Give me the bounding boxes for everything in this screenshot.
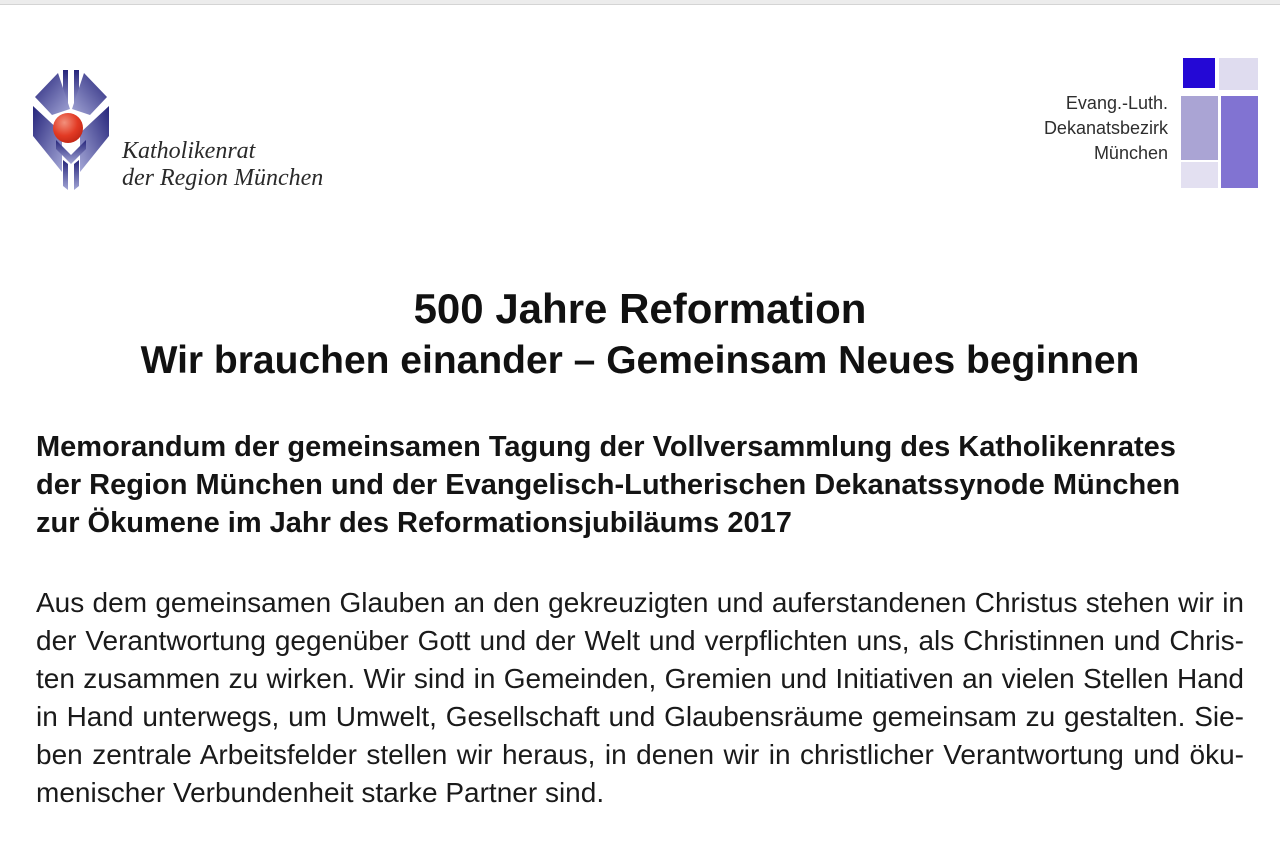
dekanat-line-1: Evang.-Luth. [1065, 93, 1168, 113]
dekanat-line-2: Dekanatsbezirk [1043, 118, 1168, 138]
mosaic-pale-square [1181, 162, 1218, 188]
katholikenrat-line-2: der Region München [122, 165, 324, 191]
memorandum-line: der Region München und der Evangelisch-Lutherischen Dekanatssynode München [36, 469, 1181, 501]
memorandum-heading [36, 428, 1244, 542]
katholikenrat-logo-icon [30, 68, 112, 192]
scan-edge-strip [0, 0, 1280, 5]
body-line: menischer Verbundenheit starke Partner sind. [36, 777, 605, 808]
mosaic-blue-square [1183, 58, 1215, 88]
mosaic-purple-rect [1221, 96, 1258, 188]
mosaic-mid-rect [1181, 96, 1218, 160]
mosaic-light-square [1219, 58, 1258, 90]
memorandum-line: Memorandum der gemeinsamen Tagung der Vollversammlung des Katholikenrates [36, 431, 1176, 463]
logo-bottom-bar-left [63, 160, 68, 190]
body-line: ten zusammen zu wirken. Wir sind in Gemeinden, Gremien und Initiativen an vielen Stellen Hand [36, 663, 1244, 694]
logo-chevron-lower-right [80, 106, 109, 172]
body-line: ben zentrale Arbeitsfelder stellen wir heraus, in denen wir in christlicher Verantwortung und öku- [36, 739, 1244, 770]
dekanat-wordmark [1044, 91, 1168, 166]
body-line: der Verantwortung gegenüber Gott und der Welt und verpflichten uns, als Christinnen und Chris- [36, 625, 1244, 656]
logo-chevron-lower-left [33, 106, 62, 172]
katholikenrat-line-1: Katholikenrat [122, 138, 256, 164]
logo-red-sphere-icon [53, 113, 83, 143]
logo-bottom-bar-right [74, 160, 79, 190]
memorandum-line: zur Ökumene im Jahr des Reformationsjubiläums 2017 [36, 507, 792, 539]
dekanat-logo-icon [1180, 58, 1258, 188]
body-line: in Hand unterwegs, um Umwelt, Gesellschaft und Glaubensräume gemeinsam zu gestalten. Sie- [36, 701, 1244, 732]
document-title: 500 Jahre Reformation [413, 285, 867, 332]
body-line: Aus dem gemeinsamen Glauben an den gekreuzigten und auferstandenen Christus stehen wir in [36, 587, 1244, 618]
body-paragraph [36, 584, 1244, 812]
document-subtitle: Wir brauchen einander – Gemeinsam Neues beginnen [140, 339, 1140, 382]
dekanat-line-3: München [1093, 143, 1168, 163]
katholikenrat-wordmark [122, 138, 323, 192]
